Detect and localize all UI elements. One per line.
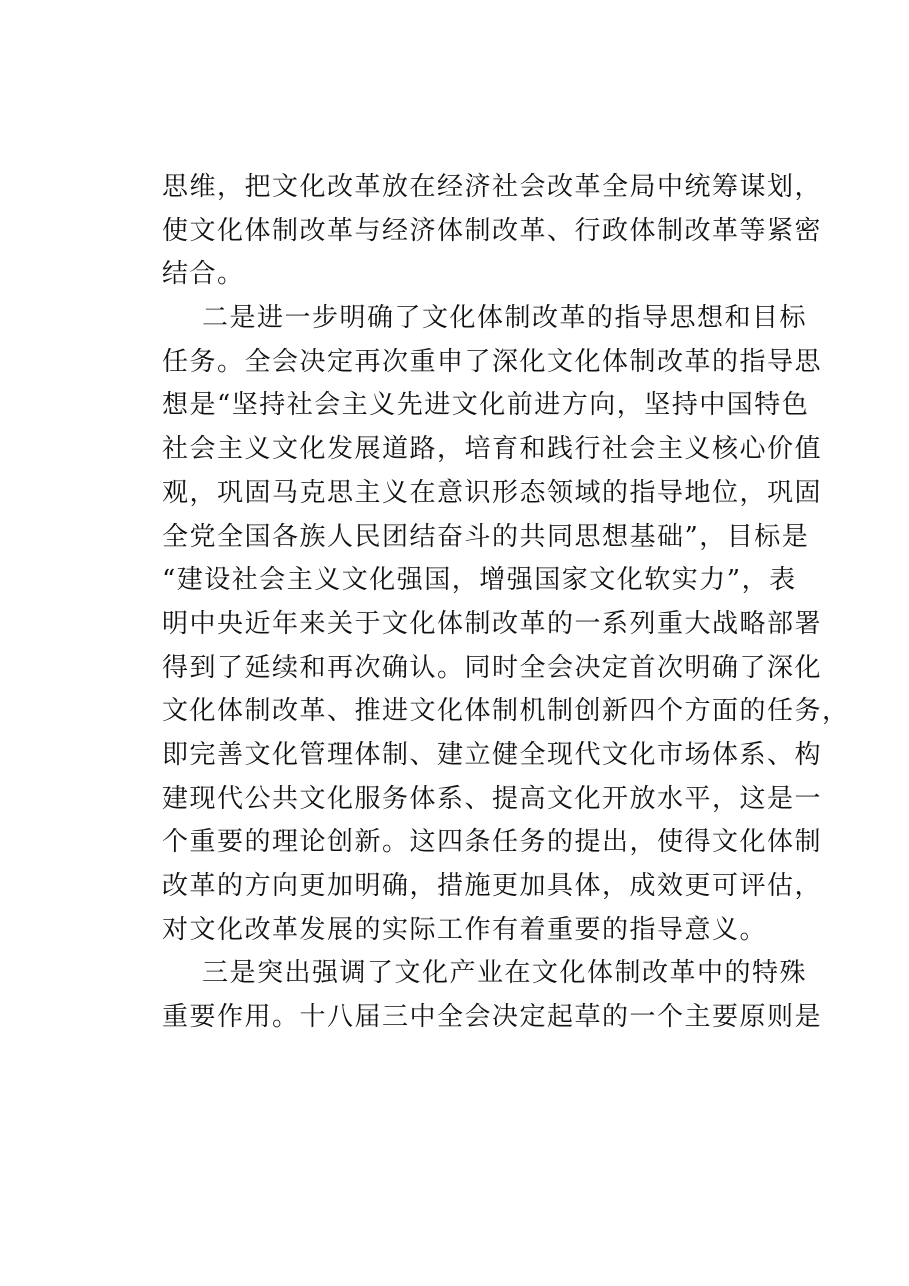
paragraph	[162, 297, 850, 952]
text-line: 重要作用。十八届三中全会决定起草的一个主要原则是	[162, 1002, 823, 1033]
body-text	[162, 166, 850, 1040]
text-line: 任务。全会决定再次重申了深化文化体制改革的指导思	[162, 346, 823, 377]
text-line: 明中央近年来关于文化体制改革的一系列重大战略部署	[162, 608, 823, 639]
paragraph	[162, 952, 823, 1039]
text-line: 改革的方向更加明确，措施更加具体，成效更可评估，	[162, 871, 823, 901]
text-line: 全党全国各族人民团结奋斗的共同思想基础”，目标是	[162, 521, 810, 552]
text-line: 文化体制改革、推进文化体制机制创新四个方面的任务，	[162, 696, 850, 727]
text-line: 个重要的理论创新。这四条任务的提出，使得文化体制	[162, 827, 823, 858]
text-line: 三是突出强调了文化产业在文化体制改革中的特殊	[202, 958, 808, 989]
text-line: 建现代公共文化服务体系、提高文化开放水平，这是一	[162, 783, 823, 814]
paragraph	[162, 166, 823, 297]
text-line: 想是“坚持社会主义先进文化前进方向，坚持中国特色	[162, 390, 810, 421]
text-line: 结合。	[162, 259, 245, 290]
text-line: 即完善文化管理体制、建立健全现代文化市场体系、构	[162, 739, 823, 770]
text-line: 思维，把文化改革放在经济社会改革全局中统筹谋划，	[162, 172, 823, 202]
text-line: 得到了延续和再次确认。同时全会决定首次明确了深化	[162, 652, 823, 683]
text-line: 对文化改革发展的实际工作有着重要的指导意义。	[162, 914, 768, 945]
text-line: 社会主义文化发展道路，培育和践行社会主义核心价值	[162, 434, 823, 465]
text-line: “建设社会主义文化强国，增强国家文化软实力”，表	[162, 565, 797, 596]
text-line: 使文化体制改革与经济体制改革、行政体制改革等紧密	[162, 215, 823, 246]
text-line: 观，巩固马克思主义在意识形态领域的指导地位，巩固	[162, 477, 823, 508]
text-line: 二是进一步明确了文化体制改革的指导思想和目标	[202, 303, 808, 334]
